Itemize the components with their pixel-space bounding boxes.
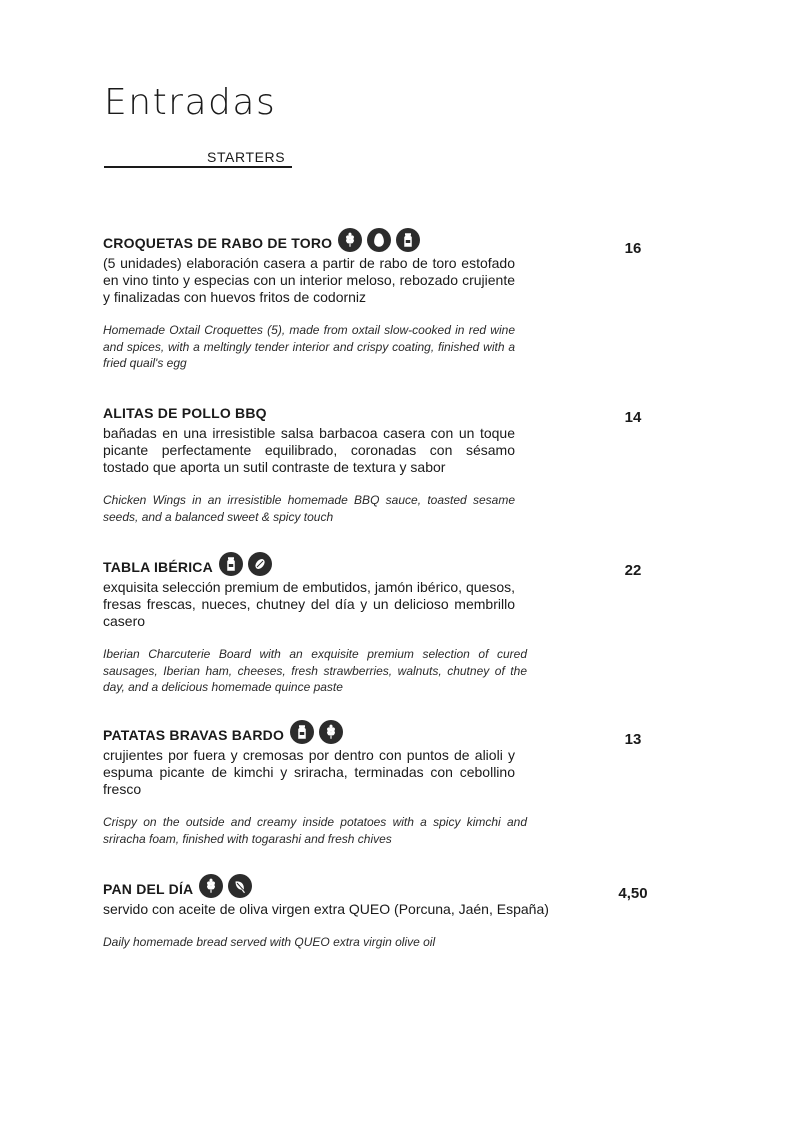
item-description-es: exquisita selección premium de embutidos, jamón ibérico, quesos, fresas frescas, nueces, chutney del día y un delicioso membrillo casero xyxy=(103,579,515,629)
gluten-icon xyxy=(199,874,223,898)
vegan-leaf-icon xyxy=(228,874,252,898)
allergen-icons xyxy=(338,228,420,252)
title-underline xyxy=(104,166,292,168)
item-description-en: Homemade Oxtail Croquettes (5), made from oxtail slow-cooked in red wine and spices, with a meltingly tender interior and crispy coating, finished with a fried quail's egg xyxy=(103,323,515,370)
item-price: 4,50 xyxy=(618,885,648,902)
gluten-icon xyxy=(319,720,343,744)
item-description-en: Iberian Charcuterie Board with an exquisite premium selection of cured sausages, Iberian ham, cheeses, fresh strawberries, walnuts, chutney of the day, and a delicious homemade quince paste xyxy=(103,647,527,694)
milk-icon xyxy=(396,228,420,252)
menu-item-croquetas xyxy=(103,226,515,372)
milk-icon xyxy=(219,552,243,576)
egg-icon xyxy=(367,228,391,252)
allergen-icons xyxy=(199,874,252,898)
item-name: CROQUETAS DE RABO DE TORO xyxy=(103,235,333,251)
item-price: 13 xyxy=(624,731,642,748)
item-description-es: bañadas en una irresistible salsa barbacoa casera con un toque picante perfectamente equilibrado, coronadas con sésamo tostado que aporta un sutil contraste de textura y sabor xyxy=(103,425,515,475)
item-description-es: crujientes por fuera y cremosas por dentro con puntos de alioli y espuma picante de kimchi y sriracha, terminadas con cebollino fresco xyxy=(103,747,515,797)
item-description-en: Crispy on the outside and creamy inside potatoes with a spicy kimchi and sriracha foam, finished with togarashi and fresh chives xyxy=(103,815,527,846)
milk-icon xyxy=(290,720,314,744)
menu-item-patatas-bravas xyxy=(103,718,527,847)
page-subtitle: STARTERS xyxy=(207,149,286,165)
item-name: PAN DEL DÍA xyxy=(103,881,194,897)
menu-item-alitas xyxy=(103,396,515,525)
item-description-es: servido con aceite de oliva virgen extra QUEO (Porcuna, Jaén, España) xyxy=(103,901,549,917)
menu-item-tabla-iberica xyxy=(103,550,527,696)
item-price: 14 xyxy=(624,409,642,426)
item-price: 16 xyxy=(624,240,642,257)
allergen-icons xyxy=(219,552,272,576)
item-name: ALITAS DE POLLO BBQ xyxy=(103,405,267,421)
nuts-icon xyxy=(248,552,272,576)
allergen-icons xyxy=(290,720,343,744)
gluten-icon xyxy=(338,228,362,252)
item-description-en: Daily homemade bread served with QUEO extra virgin olive oil xyxy=(103,935,436,949)
item-name: TABLA IBÉRICA xyxy=(103,559,213,575)
page-title: Entradas xyxy=(104,82,277,123)
item-price: 22 xyxy=(624,562,642,579)
item-description-es: (5 unidades) elaboración casera a partir de rabo de toro estofado en vino tinto y especias con un interior meloso, rebozado crujiente y finalizadas con huevos fritos de codorniz xyxy=(103,255,515,305)
item-description-en: Chicken Wings in an irresistible homemade BBQ sauce, toasted sesame seeds, and a balanced sweet & spicy touch xyxy=(103,493,515,524)
menu-item-pan-del-dia xyxy=(103,872,563,951)
item-name: PATATAS BRAVAS BARDO xyxy=(103,727,285,743)
